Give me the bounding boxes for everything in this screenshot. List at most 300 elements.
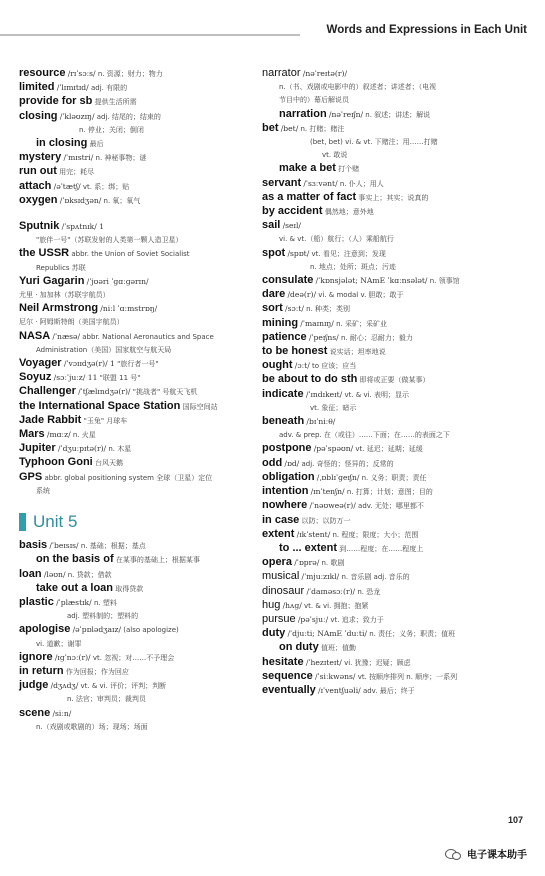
headword: to ... extent [279, 541, 338, 554]
definition: n. 仆人；用人 [339, 179, 384, 188]
glossary-entry [19, 345, 251, 355]
definition: n. 音乐剧 adj. 音乐的 [341, 573, 410, 582]
pronunciation: /nəˈreɪtə(r)/ [302, 69, 348, 78]
pronunciation: /ɪkˈstent/ [296, 529, 331, 539]
pronunciation: /ˈjʊəri ˈɡɑːɡərɪn/ [86, 276, 149, 286]
headword: basis [19, 539, 48, 552]
glossary-entry [262, 248, 532, 259]
glossary-entry [19, 624, 251, 635]
definition: 在某事的基础上；根据某事 [115, 556, 200, 565]
definition: abbr. global positioning system 全球（卫星）定位 [44, 473, 213, 482]
definition: 值班；值勤 [320, 644, 356, 653]
pronunciation: /dʒʌdʒ/ [50, 681, 79, 691]
glossary-entry [19, 290, 251, 300]
pronunciation: /mɑːz/ [46, 430, 71, 440]
pronunciation: /ˈɒprə/ [294, 558, 320, 568]
definition: vt. 系；绑；贴 [82, 182, 130, 191]
pronunciation: /sɔːˈjuːz/ 11 [53, 373, 98, 383]
glossary-entry [19, 569, 251, 580]
pronunciation: /bet/ [280, 123, 299, 133]
glossary-entry [19, 694, 251, 704]
glossary-entry [19, 96, 251, 107]
glossary-entry [19, 263, 251, 273]
glossary-entry [19, 429, 251, 440]
glossary-entry [19, 358, 251, 369]
headword: narration [279, 107, 327, 120]
headword: Jade Rabbit [19, 413, 82, 426]
definition: (also apologize) [123, 626, 179, 635]
definition: n. 恐龙 [357, 587, 381, 596]
headword: postpone [262, 442, 312, 455]
headword: Mars [19, 428, 45, 441]
headword: scene [19, 706, 51, 719]
glossary-entry [262, 529, 532, 540]
headword: consulate [262, 274, 314, 287]
pronunciation: /ˈpeɪʃns/ [308, 332, 339, 342]
glossary-entry [262, 68, 532, 79]
glossary-entry [262, 303, 532, 314]
definition: adj. 结尾的；结束的 [96, 112, 161, 121]
headword: sail [262, 219, 281, 232]
headword: run out [19, 165, 57, 178]
headword: Neil Armstrong [19, 302, 99, 315]
headword: narrator [262, 67, 301, 79]
pronunciation: /ˈplæstɪk/ [56, 597, 92, 607]
headword: on duty [279, 641, 319, 654]
headword: eventually [262, 683, 316, 696]
glossary-entry [262, 614, 532, 625]
right-column [262, 68, 532, 699]
definition: "挑战者" 号航天飞机 [132, 388, 198, 397]
glossary-entry [262, 628, 532, 639]
definition: adv. 无处；哪里都不 [358, 502, 424, 511]
glossary-entry [262, 109, 532, 120]
glossary-entry [262, 571, 532, 582]
glossary-entry [262, 192, 532, 203]
headword: make a bet [279, 162, 336, 175]
headword: indicate [262, 387, 304, 400]
definition: n. 责任；义务；职责；值班 [369, 630, 456, 639]
left-column [19, 68, 251, 735]
glossary-entry [262, 557, 532, 568]
glossary-entry [262, 360, 532, 371]
headword: hug [262, 598, 281, 611]
glossary-entry [262, 458, 532, 469]
definition: vt. 追求；致力于 [330, 615, 384, 624]
definition: adv. & prep. 在（或往）……下面；在……的表面之下 [279, 431, 450, 440]
headword: odd [262, 456, 283, 469]
definition: vi. 道歉；谢罪 [36, 639, 82, 648]
definition: 提供生活所需 [94, 98, 137, 107]
headword: nowhere [262, 499, 308, 512]
glossary-entry [262, 178, 532, 189]
headword: mystery [19, 151, 62, 164]
glossary-entry [262, 275, 532, 286]
headword: to be honest [262, 345, 328, 358]
definition: 尼尔 · 阿姆斯特朗（美国宇航员） [19, 318, 124, 327]
pronunciation: /ˌɒblɪˈɡeɪʃn/ [316, 472, 360, 482]
headword: pursue [262, 612, 296, 625]
glossary-entry [262, 82, 532, 92]
glossary-entry [19, 317, 251, 327]
glossary-entry [19, 722, 251, 732]
headword: bet [262, 121, 279, 134]
glossary-entry [19, 457, 251, 468]
definition: n. 打算；计划；意图；目的 [346, 488, 433, 497]
pronunciation: /deə(r)/ [287, 290, 317, 300]
definition: "玉兔" 月球车 [83, 416, 128, 425]
pronunciation: /niːl ˈɑːmstrɒŋ/ [100, 304, 158, 314]
pronunciation: /ˈkɒnsjələt; NAmE ˈkɑːnsələt/ [315, 276, 428, 286]
definition: Administration（美国）国家航空与航天局 [36, 345, 172, 354]
glossary-entry [262, 642, 532, 653]
pronunciation: /seɪl/ [282, 221, 301, 231]
pronunciation: /pəˈspəʊn/ [313, 444, 354, 454]
definition: n. 程度；限度；大小；范围 [332, 530, 419, 539]
headword: sort [262, 302, 283, 315]
glossary-entry [262, 486, 532, 497]
glossary-entry [19, 195, 251, 206]
glossary-entry [19, 181, 251, 192]
headword: plastic [19, 595, 54, 608]
glossary-entry [19, 152, 251, 163]
unit-heading [19, 512, 251, 532]
watermark-text: 电子课本助手 [467, 850, 527, 861]
definition: 节目中的）幕后解说员 [279, 96, 349, 105]
glossary-entry [19, 401, 251, 412]
pronunciation: /ˈvɔɪɪdʒə(r)/ 1 [63, 359, 115, 369]
glossary-entry [262, 220, 532, 231]
definition: vt. 看见；注意到；发现 [311, 249, 386, 258]
definition: 作为回报；作为回应 [65, 667, 129, 676]
glossary-entry [262, 600, 532, 611]
definition: "联盟 11 号" [99, 374, 141, 383]
definition: 偶然地；意外地 [324, 208, 374, 217]
headword: Soyuz [19, 371, 52, 384]
headword: Typhoon Goni [19, 456, 93, 469]
headword: as a matter of fact [262, 190, 357, 203]
glossary-entry [19, 597, 251, 608]
entries-vocab-top [19, 68, 251, 206]
pronunciation: /ləʊn/ [43, 569, 66, 579]
definition: vt. 敢说 [322, 151, 348, 160]
glossary-entry [262, 318, 532, 329]
glossary-entry [19, 443, 251, 454]
entries-proper-names [19, 221, 251, 496]
definition: vi. 犹豫；迟疑；顾虑 [344, 658, 411, 667]
headword: NASA [19, 329, 51, 342]
pronunciation: /ˈspʌtnɪk/ 1 [61, 222, 105, 232]
glossary-entry [262, 685, 532, 696]
glossary-entry [19, 68, 251, 79]
header-title: Words and Expressions in Each Unit [326, 24, 527, 36]
definition: vt. 延迟；延期；延缓 [355, 445, 423, 454]
wechat-icon [445, 848, 461, 860]
definition: Republics 苏联 [36, 263, 86, 272]
pronunciation: /ɪnˈtenʃn/ [310, 487, 345, 497]
glossary-entry [262, 234, 532, 244]
headword: Jupiter [19, 442, 56, 455]
pronunciation: /ˈbeɪsɪs/ [49, 541, 79, 551]
glossary-entry [262, 137, 532, 147]
pronunciation: /sɔːt/ [285, 304, 304, 314]
definition: vt. & vi. 表明；显示 [344, 390, 409, 399]
headword: provide for sb [19, 95, 93, 108]
glossary-entry [19, 639, 251, 649]
glossary-entry [262, 403, 532, 413]
headword: servant [262, 176, 302, 189]
headword: musical [262, 570, 300, 583]
glossary-entry [262, 289, 532, 300]
headword: attach [19, 179, 52, 192]
glossary-entry [19, 125, 251, 135]
unit-marker-bar [19, 513, 26, 531]
glossary-entry [19, 82, 251, 93]
definition: n. 采矿；采矿业 [336, 319, 387, 328]
headword: intention [262, 485, 309, 498]
glossary-entry [19, 708, 251, 719]
glossary-entry [262, 262, 532, 272]
entries-unit-5 [19, 540, 251, 732]
pronunciation: /ˈdaɪnəsɔː(r)/ [306, 586, 356, 596]
definition: vt. 忽视；对……不予理会 [92, 653, 175, 662]
glossary-entry [262, 374, 532, 385]
pronunciation: /bɪˈniːθ/ [306, 417, 336, 427]
headword: by accident [262, 205, 323, 218]
headword: resource [19, 67, 66, 79]
headword: be about to do sth [262, 373, 358, 386]
definition: n. 耐心；忍耐力；毅力 [340, 333, 413, 342]
definition: 国际空间站 [182, 402, 218, 411]
headword: closing [19, 109, 58, 122]
definition: vi. & vt.（船）航行；（人）乘船航行 [279, 235, 394, 244]
glossary-entry [19, 248, 251, 259]
headword: GPS [19, 470, 43, 483]
headword: beneath [262, 415, 305, 428]
pronunciation: /əˈtætʃ/ [53, 181, 81, 191]
definition: vt. 按顺序排列 n. 顺序；一系列 [357, 672, 458, 681]
definition: n. 歌剧 [321, 559, 345, 568]
definition: abbr. the Union of Soviet Socialist [71, 250, 190, 259]
definition: 用完；耗尽 [59, 168, 95, 177]
definition: (bet, bet) vi. & vt. 下赌注；用……打赌 [310, 138, 438, 147]
definition: 台风天鹅 [94, 459, 123, 468]
headword: the USSR [19, 247, 70, 260]
pronunciation: /nəˈreɪʃn/ [328, 109, 364, 119]
headword: ignore [19, 650, 53, 663]
pronunciation: /ˈsiːkwəns/ [314, 671, 356, 681]
definition: n. 打赌；赌注 [300, 124, 345, 133]
definition: adv. 最后；终于 [362, 686, 415, 695]
headword: dinosaur [262, 584, 305, 597]
glossary-entry [19, 611, 251, 621]
definition: to 应该；应当 [312, 362, 357, 371]
definition: adj. 有限的 [90, 84, 128, 93]
glossary-entry [262, 346, 532, 357]
headword: patience [262, 330, 307, 343]
glossary-entry [19, 554, 251, 565]
glossary-entry [19, 386, 251, 397]
headword: on the basis of [36, 553, 114, 566]
pronunciation: /ˈsɜːvənt/ [303, 178, 338, 188]
glossary-entry [262, 206, 532, 217]
definition: n. 停业；关闭；倒闭 [79, 125, 144, 134]
pronunciation: /ˈmjuːzɪkl/ [301, 572, 340, 582]
definition: 最后 [89, 140, 104, 149]
definition: 取得贷款 [115, 584, 144, 593]
glossary-entry [19, 652, 251, 663]
glossary-entry [262, 430, 532, 440]
glossary-entry [19, 540, 251, 551]
definition: n. 法官；审判员；裁判员 [67, 695, 146, 704]
pronunciation: /siːn/ [52, 708, 72, 718]
glossary-entry [19, 138, 251, 149]
watermark [445, 846, 527, 861]
headword: oxygen [19, 193, 58, 206]
headword: extent [262, 527, 295, 540]
glossary-entry [19, 486, 251, 496]
definition: vi. & modal v. 胆敢；敢于 [318, 291, 404, 300]
pronunciation: /ˈtʃælɪndʒə(r)/ [78, 387, 131, 397]
definition: n. 义务；职责；责任 [361, 473, 427, 482]
glossary-entry [19, 583, 251, 594]
pronunciation: /ˈhezɪteɪt/ [305, 657, 342, 667]
definition: n. 基础；根据；基点 [80, 542, 146, 551]
headword: the International Space Station [19, 399, 181, 412]
page-header [0, 22, 545, 48]
unit-label: Unit 5 [33, 512, 78, 532]
headword: limited [19, 81, 55, 94]
headword: sequence [262, 669, 313, 682]
headword: in closing [36, 137, 88, 150]
pronunciation: /pəˈsjuː/ [297, 614, 329, 624]
definition: "旅行者一号" [117, 360, 159, 369]
headword: hesitate [262, 655, 304, 668]
headword: judge [19, 679, 49, 692]
definition: n. 神秘事物；谜 [95, 154, 147, 163]
glossary-entry [262, 389, 532, 400]
definition: 事实上；其实；说真的 [358, 193, 429, 202]
definition: n. 叙述；讲述；解说 [365, 110, 431, 119]
glossary-entry [262, 332, 532, 343]
definition: n.（戏剧或歌剧的）场；现场；场面 [36, 722, 148, 731]
glossary-entry [19, 666, 251, 677]
definition: vt. & vi. 评价；评判；判断 [80, 682, 167, 691]
pronunciation: /hʌɡ/ [282, 600, 302, 610]
headword: in case [262, 513, 300, 526]
pronunciation: /rɪˈsɔːs/ [67, 69, 96, 78]
glossary-entry [262, 515, 532, 526]
headword: opera [262, 556, 292, 569]
definition: n. 地点；处所；斑点；污迹 [310, 262, 396, 271]
header-rule [0, 34, 300, 36]
glossary-entry [19, 111, 251, 122]
definition: n. 种类；类别 [306, 305, 351, 314]
definition: n. 塑料 [93, 598, 117, 607]
headword: Voyager [19, 357, 62, 370]
entries-right [262, 68, 532, 696]
pronunciation: /ˈdʒuːpɪtə(r)/ [57, 444, 107, 454]
glossary-entry [19, 472, 251, 483]
pronunciation: /ˈmɪstri/ [63, 153, 94, 163]
pronunciation: /əˈpɒlədʒaɪz/ [72, 625, 122, 635]
glossary-entry [262, 95, 532, 105]
definition: n. 贷款；借款 [67, 570, 112, 579]
glossary-entry [262, 123, 532, 134]
definition: abbr. National Aeronautics and Space [82, 332, 214, 341]
headword: in return [19, 664, 64, 677]
definition: n. 资源；财力；物力 [97, 70, 163, 78]
pronunciation: /ˈnæsə/ [52, 331, 81, 341]
glossary-entry [19, 221, 251, 232]
pronunciation: /ɪˈventʃuəli/ [318, 685, 361, 695]
glossary-entry [19, 372, 251, 383]
pronunciation: /ˈmaɪnɪŋ/ [300, 318, 334, 328]
glossary-entry [262, 416, 532, 427]
headword: obligation [262, 470, 315, 483]
glossary-entry [262, 163, 532, 174]
headword: mining [262, 316, 299, 329]
headword: duty [262, 627, 286, 640]
definition: 即将或正要（做某事） [359, 376, 430, 385]
definition: adj. 奇怪的；怪异的；反常的 [301, 459, 394, 468]
glossary-entry [19, 415, 251, 426]
glossary-entry [19, 235, 251, 245]
glossary-entry [19, 680, 251, 691]
glossary-entry [19, 166, 251, 177]
definition: 以防；以防万一 [301, 516, 351, 525]
pronunciation: /ˈlɪmɪtɪd/ [56, 83, 89, 93]
pronunciation: /ˈdjuːti; NAmE ˈduːti/ [287, 629, 367, 639]
glossary-entry [262, 472, 532, 483]
glossary-entry [19, 276, 251, 287]
definition: 打个赌 [338, 165, 360, 174]
glossary-entry [262, 657, 532, 668]
pronunciation: /ˈɪndɪkeɪt/ [305, 389, 343, 399]
glossary-entry [262, 586, 532, 597]
definition: vt. 象征；暗示 [310, 403, 357, 412]
glossary-entry [262, 443, 532, 454]
glossary-entry [19, 303, 251, 314]
headword: loan [19, 567, 42, 580]
glossary-entry [262, 150, 532, 160]
headword: Sputnik [19, 220, 60, 233]
pronunciation: /ɪɡˈnɔː(r)/ [54, 652, 91, 662]
pronunciation: /spɒt/ [287, 248, 310, 258]
definition: 系统 [36, 486, 50, 495]
definition: adj. 塑料制的；塑料的 [67, 612, 139, 621]
pronunciation: /ɔːt/ [294, 361, 310, 371]
headword: apologise [19, 623, 71, 636]
headword: ought [262, 359, 293, 372]
headword: dare [262, 288, 286, 301]
glossary-entry [262, 543, 532, 554]
definition: n. 领事馆 [429, 277, 460, 286]
definition: 尤里 · 加加林（苏联宇航员） [19, 291, 110, 300]
glossary-entry [262, 671, 532, 682]
glossary-entry [262, 500, 532, 511]
headword: Yuri Gagarin [19, 274, 85, 287]
page-number: 107 [507, 815, 523, 825]
definition: n. 木星 [108, 445, 132, 454]
pronunciation: /ˈnəʊweə(r)/ [309, 501, 356, 511]
definition: n. 火星 [72, 431, 96, 440]
headword: Challenger [19, 385, 76, 398]
definition: 到……程度；在……程度上 [339, 544, 424, 553]
pronunciation: /ɒd/ [284, 458, 300, 468]
headword: spot [262, 246, 286, 259]
definition: n. 氧；氧气 [103, 196, 141, 205]
